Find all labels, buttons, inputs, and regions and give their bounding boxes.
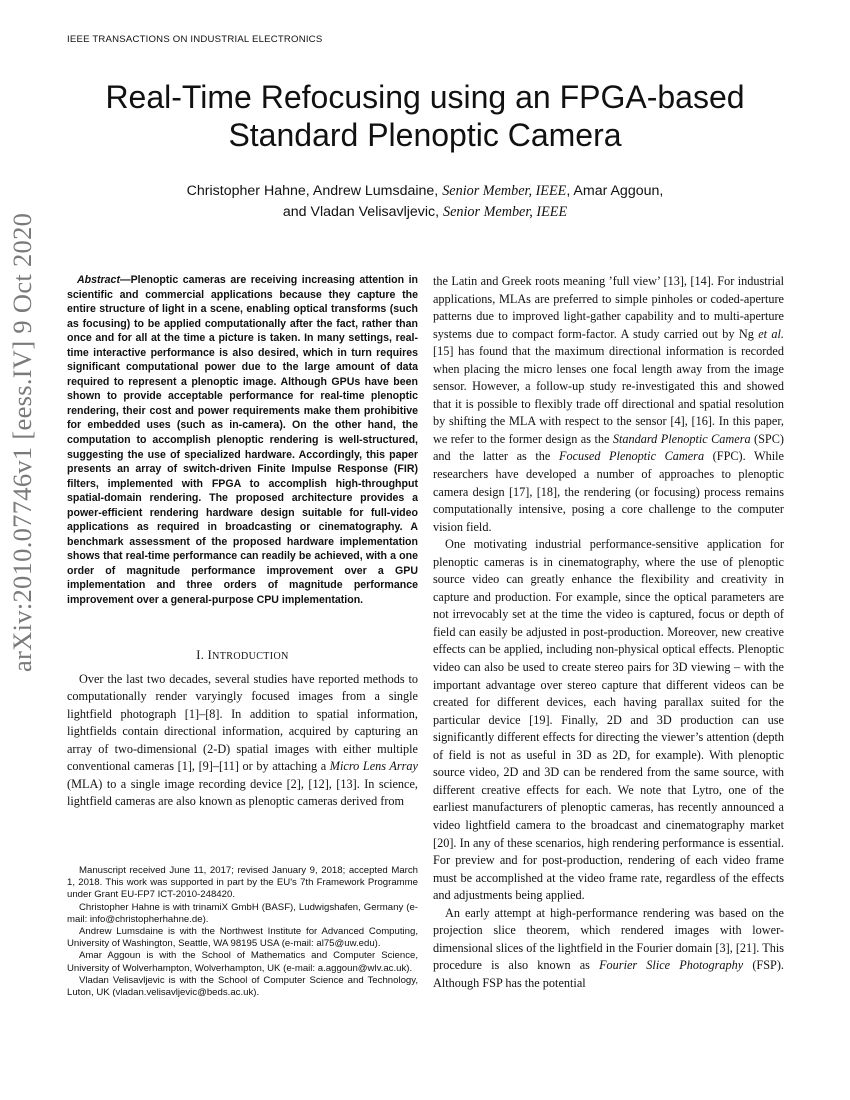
right-column [433,273,784,992]
footnote-author-3: Amar Aggoun is with the School of Mathematics and Computer Science, University of Wolverhampton, Wolverhampton, UK (e-mail: a.aggoun@wlv.ac.uk). [67,950,418,974]
footnote-author-1: Christopher Hahne is with trinamiX GmbH (BASF), Ludwigshafen, Germany (e-mail: info@christopherhahne.de). [67,901,418,925]
footnotes [67,865,418,999]
paragraph: the Latin and Greek roots meaning ’full view’ [13], [14]. For industrial applications, MLAs are preferred to simple pinholes or coded-aperture patterns due to improved light-gather capability and to multi-aperture systems due to compact form-factor. A study carried out by Ng et al. [15] has found that the maximum directional information is recorded when placing the micro lenses one focal length away from the image sensor. However, a follow-up study re-investigated this and showed that it is possible to flexibly trade off directional and spatial resolution by shifting the MLA with respect to the sensor [4], [16]. In this paper, we refer to the former design as the Standard Plenoptic Camera (SPC) and the latter as the Focused Plenoptic Camera (FPC). While researchers have developed a number of approaches to plenoptic camera design [17], [18], the rendering (or focusing) process remains computationally intensive, posing a core challenge to the computer vision field. [433,274,784,534]
abstract [67,273,418,608]
section-heading-introduction: I. INTRODUCTION [196,647,289,662]
authors-line-1b: , Amar Aggoun, [566,183,664,199]
title-line-2: Standard Plenoptic Camera [228,117,622,153]
abstract-label: Abstract [77,274,120,286]
paper-title [60,78,790,154]
paragraph: One motivating industrial performance-sensitive application for plenoptic cameras is in cinematography, where the use of plenoptic source video can greatly enhance the flexibility and creativity in capture and production. For example, since the optical parameters are not irrevocably set at the time the video is captured, focus or depth of field can easily be adjusted in post-production. Moreover, new creative effects can be applied, including non-physical optical effects. Plenoptic video can also be used to create stereo pairs for 3D viewing – with the important advantage over stereo capture that different videos can be created for different devices, each having parallax suited for the particular device [19]. Finally, 2D and 3D production can use significantly different effects for directing the viewer’s attention (depth of field is not as useful in 3D as 2D, for example). With plenoptic source video, 2D and 3D can be rendered from the same source, with different creative effects for each. We note that Lytro, one of the earliest manufacturers of plenoptic cameras, has recently announced a video lightfield camera to the broadcast and cinematography market [20]. In any of these scenarios, high rendering performance is essential. For preview and for post-production, rendering of each video frame must be accomplished at the video frame rate, regardless of the effects and adjustments being applied. [433,537,784,903]
footnote-author-2: Andrew Lumsdaine is with the Northwest Institute for Advanced Computing, University of Washington, Seattle, WA 98195 USA (e-mail: al75@uw.edu). [67,926,418,950]
paragraph: Over the last two decades, several studies have reported methods to computationally render varyingly focused images from a single lightfield photograph [1]–[8]. In addition to spatial information, lightfields contain directional information, acquired by capturing an array of two-dimensional (2-D) spatial images with either multiple conventional cameras [1], [9]–[11] or by attaching a Micro Lens Array (MLA) to a single image recording device [2], [12], [13]. In science, lightfield cameras are also known as plenoptic cameras derived from [67,671,418,809]
authors-line-2: and Vladan Velisavljevic, [282,204,443,220]
journal-header: IEEE TRANSACTIONS ON INDUSTRIAL ELECTRONICS [67,34,323,45]
member-grade-2: Senior Member, IEEE [443,204,568,220]
author-list [60,181,790,223]
title-line-1: Real-Time Refocusing using an FPGA-based [105,79,745,115]
footnote-author-4: Vladan Velisavljevic is with the School of Computer Science and Technology, Luton, UK (vladan.velisavljevic@beds.ac.uk). [67,974,418,999]
authors-line-1: Christopher Hahne, Andrew Lumsdaine, [186,183,443,199]
member-grade-1: Senior Member, IEEE [442,183,567,199]
intro-body-left [67,671,418,811]
arxiv-stamp: arXiv:2010.07746v1 [eess.IV] 9 Oct 2020 [7,212,37,672]
abstract-text: —Plenoptic cameras are receiving increasing attention in scientific and commercial applications because they capture the entire structure of light in a scene, enabling optical transforms (such as focusing) to be applied computationally after the fact, rather than once and for all at the time a picture is taken. In many settings, real-time interactive performance is also desired, which in turn requires significant computational power due to the large amount of data required to represent a plenoptic image. Although GPUs have been shown to provide acceptable performance for real-time plenoptic rendering, their cost and power requirements make them prohibitive for embedded uses (such as in-camera). On the other hand, the computation to accomplish plenoptic rendering is well-structured, suggesting the use of specialized hardware. Accordingly, this paper presents an array of switch-driven Finite Impulse Response (FIR) filters, implemented with FPGA to accomplish high-throughput spatial-domain rendering. The proposed architecture provides a power-efficient rendering hardware design suitable for full-video applications as required in broadcasting or cinematography. A benchmark assessment of the proposed hardware implementation shows that real-time performance can readily be achieved, with a one order of magnitude performance improvement over a GPU implementation and three orders of magnitude performance improvement over a general-purpose CPU implementation. [67,274,418,607]
footnote-manuscript: Manuscript received June 11, 2017; revised January 9, 2018; accepted March 1, 2018. This work was supported in part by the EU's 7th Framework Programme under Grant EU-FP7 ICT-2010-248420. [67,865,418,901]
left-column [67,273,418,811]
paragraph: An early attempt at high-performance rendering was based on the projection slice theorem, which rendered images with lower-dimensional slices of the lightfield in the Fourier domain [3], [21]. This procedure is also known as Fourier Slice Photography (FSP). Although FSP has the potential [433,905,784,990]
